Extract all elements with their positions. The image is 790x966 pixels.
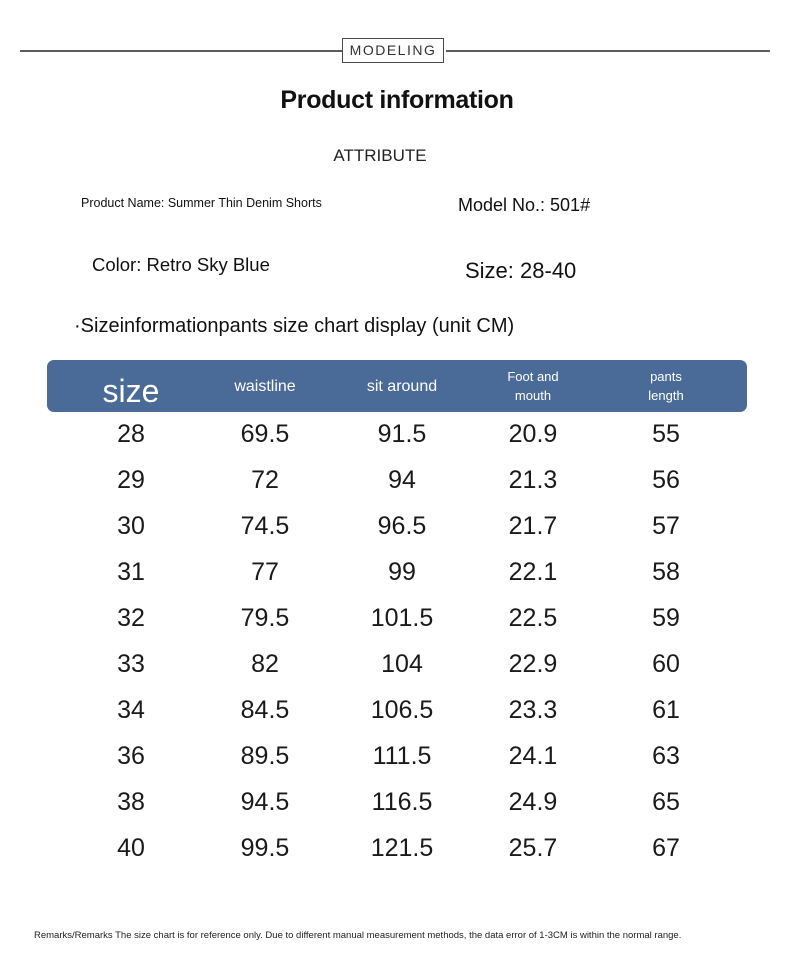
table-row (47, 549, 747, 595)
cell-foot-and-mouth: 20.9 (508, 420, 558, 448)
table-row (47, 733, 747, 779)
table-row (47, 687, 747, 733)
cell-waistline: 84.5 (240, 696, 290, 724)
cell-pants-length: 57 (652, 512, 680, 540)
cell-waistline: 69.5 (240, 420, 290, 448)
cell-waistline: 99.5 (240, 834, 290, 862)
table-row (47, 595, 747, 641)
cell-pants-length: 63 (652, 742, 680, 770)
cell-sit-around: 96.5 (377, 512, 427, 540)
cell-waistline: 89.5 (240, 742, 290, 770)
cell-size: 28 (117, 420, 145, 448)
cell-size: 38 (117, 788, 145, 816)
cell-foot-and-mouth: 21.3 (508, 466, 558, 494)
cell-waistline: 74.5 (240, 512, 290, 540)
cell-sit-around: 91.5 (377, 420, 427, 448)
cell-size: 36 (117, 742, 145, 770)
cell-size: 32 (117, 604, 145, 632)
cell-size: 34 (117, 696, 145, 724)
cell-waistline: 94.5 (240, 788, 290, 816)
model-number: Model No.: 501# (458, 195, 591, 215)
cell-size: 31 (117, 558, 145, 586)
cell-foot-and-mouth: 25.7 (508, 834, 558, 862)
size-chart-heading: ·Sizeinformationpants size chart display (unit CM) (74, 315, 515, 337)
cell-size: 33 (117, 650, 145, 678)
cell-sit-around: 94 (388, 466, 416, 494)
cell-waistline: 82 (251, 650, 279, 678)
cell-pants-length: 56 (652, 466, 680, 494)
table-row (47, 411, 747, 457)
cell-pants-length: 61 (652, 696, 680, 724)
attribute-subtitle: ATTRIBUTE (333, 146, 427, 165)
cell-foot-and-mouth: 22.1 (508, 558, 558, 586)
table-row (47, 779, 747, 825)
cell-sit-around: 104 (381, 650, 423, 678)
cell-foot-and-mouth: 24.1 (508, 742, 558, 770)
product-name: Product Name: Summer Thin Denim Shorts (81, 196, 322, 210)
table-row (47, 457, 747, 503)
modeling-badge: MODELING (342, 38, 444, 63)
table-row (47, 503, 747, 549)
cell-sit-around: 99 (388, 558, 416, 586)
cell-sit-around: 106.5 (370, 696, 434, 724)
cell-foot-and-mouth: 21.7 (508, 512, 558, 540)
column-header-pants-length: pants length (648, 369, 684, 403)
size-range: Size: 28-40 (465, 258, 577, 283)
column-header-waistline: waistline (234, 377, 296, 395)
cell-sit-around: 101.5 (370, 604, 434, 632)
cell-waistline: 79.5 (240, 604, 290, 632)
cell-foot-and-mouth: 23.3 (508, 696, 558, 724)
cell-pants-length: 55 (652, 420, 680, 448)
cell-size: 40 (117, 834, 145, 862)
product-color: Color: Retro Sky Blue (92, 254, 270, 275)
divider-line-left (20, 50, 343, 52)
column-header-size: size (102, 372, 160, 409)
cell-sit-around: 111.5 (372, 742, 432, 770)
size-chart-header (47, 360, 747, 412)
cell-pants-length: 60 (652, 650, 680, 678)
cell-pants-length: 58 (652, 558, 680, 586)
table-row (47, 825, 747, 871)
cell-foot-and-mouth: 24.9 (508, 788, 558, 816)
column-header-sit-around: sit around (366, 377, 438, 395)
cell-foot-and-mouth: 22.5 (508, 604, 558, 632)
cell-sit-around: 116.5 (371, 788, 433, 816)
column-header-foot-and-mouth: Foot and mouth (507, 369, 559, 403)
cell-pants-length: 59 (652, 604, 680, 632)
table-row (47, 641, 747, 687)
divider-line-right (446, 50, 770, 52)
cell-foot-and-mouth: 22.9 (508, 650, 558, 678)
remarks-note: Remarks/Remarks The size chart is for reference only. Due to different manual measurement methods, the data error of 1-3CM is within the normal range. (34, 930, 682, 941)
cell-size: 29 (117, 466, 145, 494)
cell-pants-length: 67 (652, 834, 680, 862)
cell-waistline: 77 (251, 558, 279, 586)
cell-sit-around: 121.5 (370, 834, 434, 862)
cell-size: 30 (117, 512, 145, 540)
cell-waistline: 72 (251, 466, 279, 494)
cell-pants-length: 65 (652, 788, 680, 816)
page-title: Product information (280, 86, 514, 114)
